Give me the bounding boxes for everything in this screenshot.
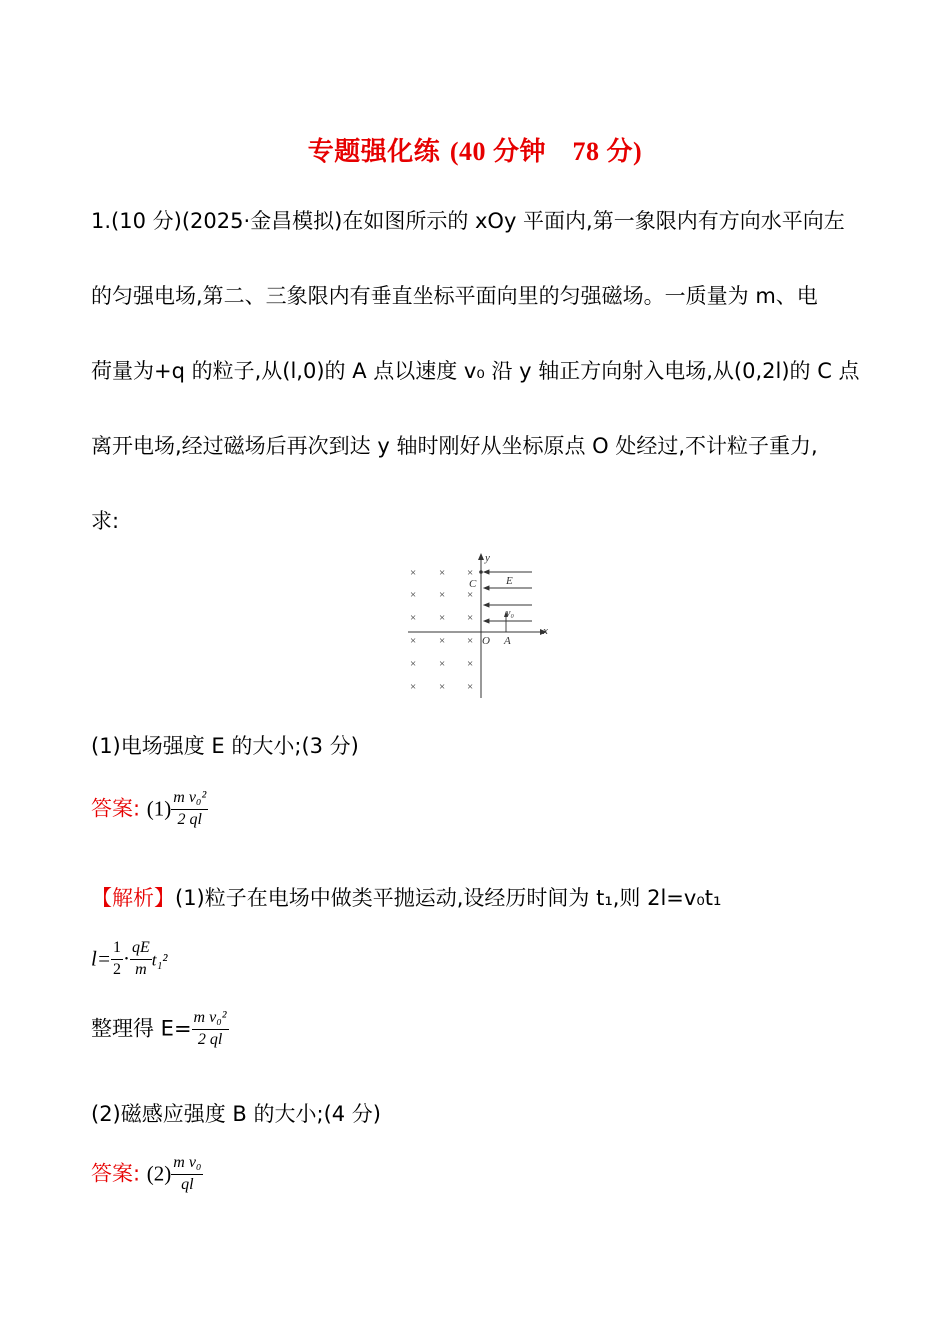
question-line-4: 离开电场,经过磁场后再次到达 y 轴时刚好从坐标原点 O 处经过,不计粒子重力, (91, 434, 818, 458)
analysis-label: 【解析】 (91, 886, 175, 910)
b-field-cross: × (410, 567, 417, 579)
dot-operator: · (123, 946, 131, 971)
fraction-numerator: m v₀² (192, 1010, 229, 1030)
result-fraction (192, 1010, 229, 1049)
b-field-cross: × (467, 681, 474, 693)
question-line-5: 求: (91, 509, 120, 533)
point-c-label: C (469, 578, 477, 590)
part1-answer (91, 790, 208, 829)
b-field-cross: × (439, 612, 446, 624)
title-prefix: 专题强化练 (307, 137, 441, 167)
answer-label: 答案: (91, 796, 141, 821)
half-fraction (111, 940, 123, 979)
v0-label: v₀ (506, 608, 514, 619)
analysis-line-1 (91, 882, 721, 912)
b-field-cross: × (439, 681, 446, 693)
qe-over-m-fraction (130, 940, 152, 979)
b-field-cross: × (410, 658, 417, 670)
fraction-denominator: 2 (113, 960, 122, 978)
time-squared: t₁² (151, 950, 168, 970)
fraction-numerator: m v₀ (171, 1155, 203, 1175)
analysis-line-3 (91, 1010, 229, 1049)
page-title (0, 131, 950, 168)
point-a-label: A (504, 635, 511, 647)
fraction-numerator: 1 (111, 940, 123, 960)
fraction-denominator: ql (181, 1175, 194, 1193)
b-field-cross: × (410, 612, 417, 624)
answer-fraction (171, 790, 208, 829)
answer-label: 答案: (91, 1161, 141, 1186)
b-field-cross: × (467, 635, 474, 647)
equation-lhs: l= (91, 946, 112, 971)
question-line-2: 的匀强电场,第二、三象限内有垂直坐标平面向里的匀强磁场。一质量为 m、电 (91, 284, 818, 308)
question-line-1: 1.(10 分)(2025·金昌模拟)在如图所示的 xOy 平面内,第一象限内有方向水平向左 (91, 209, 845, 233)
b-field-cross: × (410, 589, 417, 601)
answer-index: (1) (146, 796, 172, 821)
fraction-denominator: 2 ql (177, 810, 202, 828)
e-field-arrow (484, 586, 489, 590)
origin-label: O (482, 635, 490, 647)
b-field-cross: × (439, 658, 446, 670)
b-field-cross: × (410, 681, 417, 693)
part1-question: (1)电场强度 E 的大小;(3 分) (91, 734, 359, 758)
e-field-arrow (484, 570, 489, 574)
b-field-cross: × (410, 635, 417, 647)
answer-fraction (171, 1155, 203, 1194)
fraction-denominator: m (135, 960, 147, 978)
question-line-3: 荷量为+q 的粒子,从(l,0)的 A 点以速度 v₀ 沿 y 轴正方向射入电场,从(0,2l)的 C 点 (91, 359, 860, 383)
fraction-denominator: 2 ql (197, 1030, 223, 1048)
y-axis-label: y (485, 552, 490, 564)
b-field-cross: × (467, 567, 474, 579)
part2-answer (91, 1155, 203, 1194)
analysis-line-2 (91, 940, 168, 979)
b-field-cross: × (439, 635, 446, 647)
y-axis-arrow (478, 553, 484, 560)
e-field-label: E (506, 575, 513, 587)
title-time-score: (40 分钟 78 分) (449, 137, 643, 166)
fraction-numerator: qE (130, 940, 152, 960)
b-field-cross: × (467, 612, 474, 624)
point-c (479, 570, 483, 574)
e-field-arrow (484, 603, 489, 607)
e-field-arrow (484, 619, 489, 623)
x-axis-label: x (543, 625, 548, 637)
fraction-numerator: m v₀² (171, 790, 208, 810)
b-field-cross: × (467, 658, 474, 670)
b-field-cross: × (439, 567, 446, 579)
analysis-text-3: 整理得 E= (91, 1016, 192, 1041)
part2-question: (2)磁感应强度 B 的大小;(4 分) (91, 1102, 382, 1126)
b-field-cross: × (467, 589, 474, 601)
answer-index: (2) (146, 1161, 172, 1186)
field-diagram (400, 550, 560, 700)
analysis-text-1: (1)粒子在电场中做类平抛运动,设经历时间为 t₁,则 2l=v₀t₁ (175, 886, 722, 910)
b-field-cross: × (439, 589, 446, 601)
